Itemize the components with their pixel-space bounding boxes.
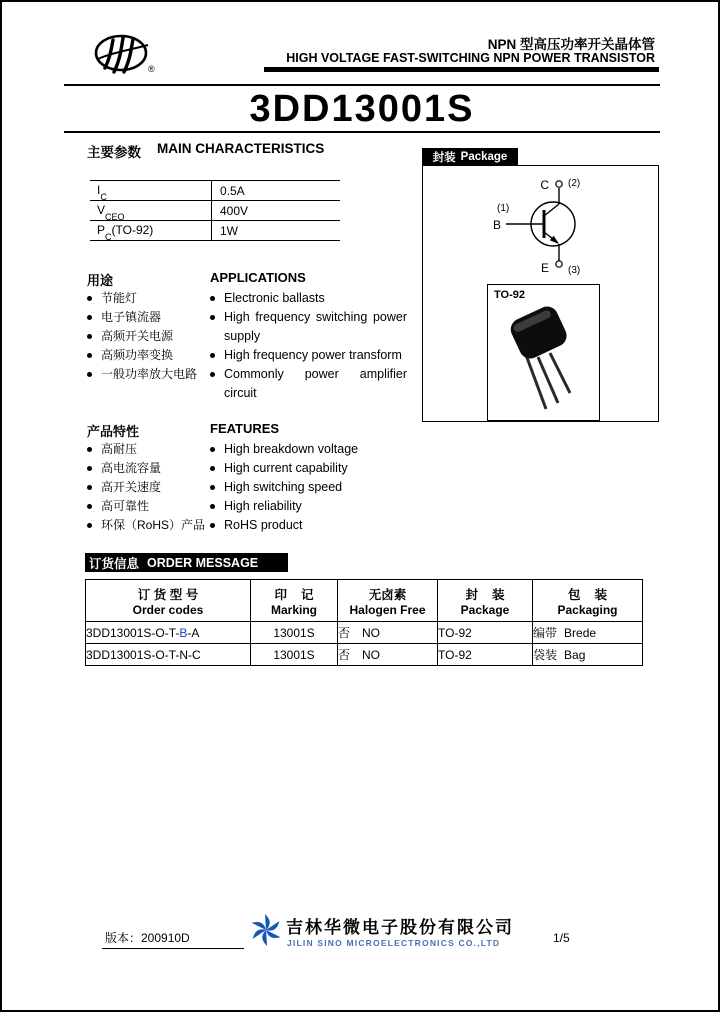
list-item: High frequency power transform	[210, 346, 407, 365]
list-item: Commonly power amplifier circuit	[210, 365, 407, 403]
company-name-en: JILIN SINO MICROELECTRONICS CO.,LTD	[287, 938, 501, 948]
bullet-icon	[87, 447, 92, 452]
list-item: High frequency switching power supply	[210, 308, 407, 346]
company-name-cn: 吉林华微电子股份有限公司	[286, 918, 514, 937]
title-rule-top	[64, 84, 660, 86]
list-item: 高耐压	[87, 440, 205, 459]
order-table	[85, 579, 643, 666]
pin-b-label: B	[492, 218, 501, 232]
applications-list-en	[210, 289, 407, 403]
halogen-free: 否 NO	[338, 622, 438, 644]
bullet-icon	[210, 372, 215, 377]
bullet-icon	[87, 372, 92, 377]
pin-c-number: (2)	[568, 178, 581, 189]
list-item: High current capability	[210, 459, 358, 478]
packaging: 编带 Brede	[533, 622, 643, 644]
list-item: 环保（RoHS）产品	[87, 516, 205, 535]
bullet-icon	[210, 315, 215, 320]
version-label: 版本：200910D	[105, 931, 190, 945]
applications-list-cn	[87, 289, 197, 384]
marking: 13001S	[251, 644, 338, 666]
list-item: 高开关速度	[87, 478, 205, 497]
table-row	[90, 180, 340, 200]
bullet-icon	[210, 296, 215, 301]
features-heading-cn: 产品特性	[87, 424, 140, 439]
table-row	[86, 644, 643, 666]
param-value: 400V	[220, 203, 249, 218]
package-label-cn: 封装	[432, 152, 456, 164]
list-item: 高频开关电源	[87, 327, 197, 346]
package-panel-label	[422, 148, 518, 166]
halogen-free: 否 NO	[338, 644, 438, 666]
bullet-icon	[87, 485, 92, 490]
bullet-icon	[87, 296, 92, 301]
table-row	[86, 622, 643, 644]
bullet-icon	[210, 447, 215, 452]
bullet-icon	[87, 504, 92, 509]
bullet-icon	[87, 466, 92, 471]
header-rule	[264, 67, 659, 72]
list-item: High switching speed	[210, 478, 358, 497]
pin-e-number: (3)	[568, 265, 581, 276]
bullet-icon	[210, 466, 215, 471]
list-item: High reliability	[210, 497, 358, 516]
bullet-icon	[210, 353, 215, 358]
pin-e-label: E	[540, 261, 549, 275]
company-logo-icon	[248, 912, 284, 948]
title-rule-bottom	[64, 131, 660, 133]
bullet-icon	[87, 334, 92, 339]
order-code: 3DD13001S-O-T-B-A	[86, 622, 251, 644]
header-title-cn: NPN 型高压功率开关晶体管	[487, 37, 655, 52]
transistor-symbol	[423, 166, 660, 284]
order-message-heading	[85, 553, 288, 572]
col-order-codes: 订 货 型 号 Order codes	[86, 580, 251, 622]
bullet-icon	[210, 523, 215, 528]
main-characteristics-heading	[87, 141, 324, 161]
package-panel	[422, 165, 659, 422]
bullet-icon	[210, 504, 215, 509]
package-type: TO-92	[438, 622, 533, 644]
main-characteristics-heading-en: MAIN CHARACTERISTICS	[157, 141, 325, 156]
list-item: 电子镇流器	[87, 308, 197, 327]
bullet-icon	[87, 315, 92, 320]
brand-logo-icon	[94, 32, 152, 78]
table-row	[90, 220, 340, 240]
order-heading-en: ORDER MESSAGE	[147, 555, 259, 570]
col-marking: 印 记 Marking	[251, 580, 338, 622]
table-row	[90, 200, 340, 220]
main-characteristics-table	[90, 180, 340, 241]
order-code-highlight: B	[179, 625, 188, 640]
to92-package-drawing	[488, 285, 601, 422]
pin-b-number: (1)	[497, 203, 510, 214]
bullet-icon	[87, 523, 92, 528]
applications-heading-en: APPLICATIONS	[210, 270, 306, 285]
version-underline	[102, 948, 244, 949]
features-heading-en: FEATURES	[210, 421, 280, 436]
param-symbol: $V_{CEO}$	[90, 201, 212, 220]
list-item: High breakdown voltage	[210, 440, 358, 459]
page-number: 1/5	[553, 931, 570, 945]
part-number-title: 3DD13001S	[249, 88, 475, 130]
applications-heading-cn: 用途	[87, 273, 114, 288]
list-item: 一般功率放大电路	[87, 365, 197, 384]
list-item: 高电流容量	[87, 459, 205, 478]
col-halogen-free: 无卤素 Halogen Free	[338, 580, 438, 622]
order-heading-cn: 订货信息	[89, 556, 140, 571]
order-code: 3DD13001S-O-T-N-C	[86, 644, 251, 666]
to92-label: TO-92	[494, 289, 525, 301]
features-list-cn	[87, 440, 205, 535]
packaging: 袋装 Bag	[533, 644, 643, 666]
param-value: 1W	[220, 223, 238, 238]
package-type: TO-92	[438, 644, 533, 666]
bullet-icon	[210, 485, 215, 490]
registered-mark: ®	[148, 64, 155, 74]
pin-c-label: C	[540, 178, 549, 192]
package-label-en: Package	[460, 151, 508, 163]
marking: 13001S	[251, 622, 338, 644]
to92-outline-box	[487, 284, 600, 421]
col-package: 封 装 Package	[438, 580, 533, 622]
param-value: 0.5A	[220, 183, 245, 198]
bullet-icon	[87, 353, 92, 358]
list-item: 高可靠性	[87, 497, 205, 516]
list-item: RoHS product	[210, 516, 358, 535]
order-table-header-row	[86, 580, 643, 622]
features-list-en	[210, 440, 358, 535]
header-title-en: HIGH VOLTAGE FAST-SWITCHING NPN POWER TRANSISTOR	[286, 51, 655, 65]
list-item: 高频功率变换	[87, 346, 197, 365]
col-packaging: 包 装 Packaging	[533, 580, 643, 622]
param-symbol: $P_C(TO-92)$	[90, 221, 212, 240]
main-characteristics-heading-cn: 主要参数	[87, 145, 141, 160]
param-symbol: $I_C$	[90, 181, 212, 200]
list-item: 节能灯	[87, 289, 197, 308]
list-item: Electronic ballasts	[210, 289, 407, 308]
